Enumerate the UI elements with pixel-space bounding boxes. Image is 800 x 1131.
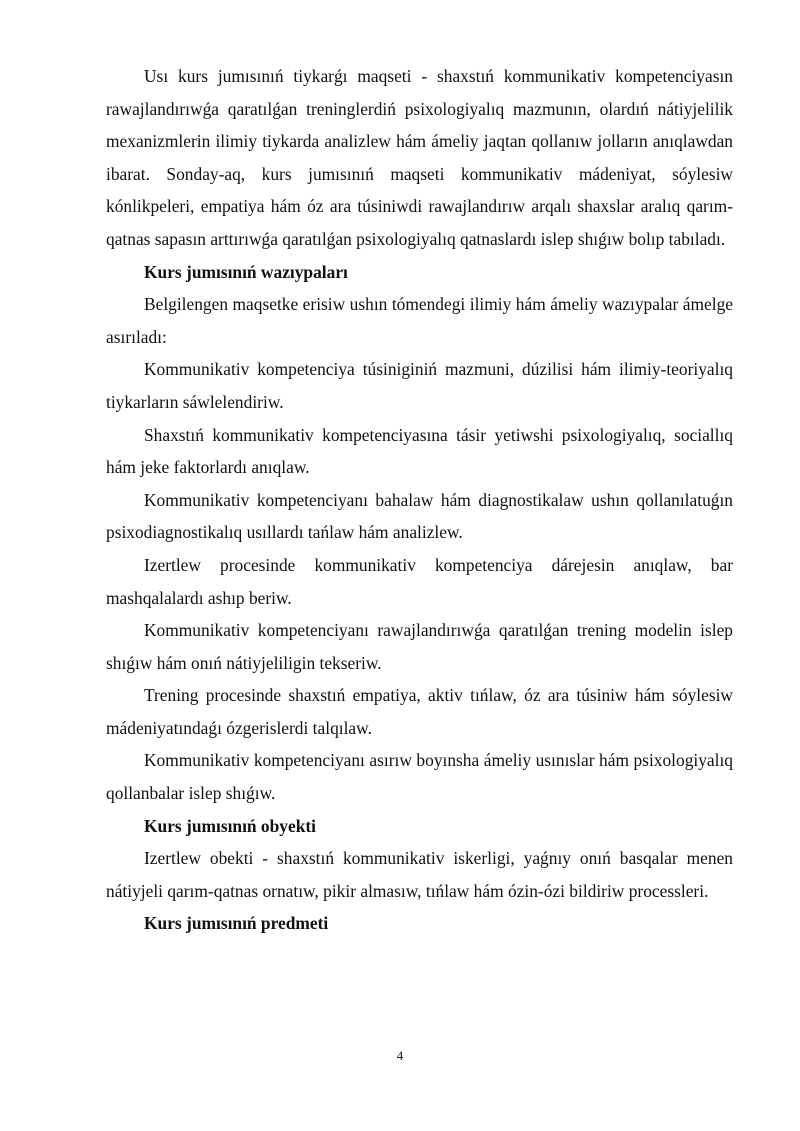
task-paragraph: Kommunikativ kompetenciyanı rawajlandırıwǵa qaratılǵan trening modelin islep shıǵıw hám onıń nátiyjeliligin tekseriw. bbox=[106, 620, 733, 673]
tasks-heading: Kurs jumısınıń wazıypaları bbox=[144, 261, 348, 282]
task-paragraph: Izertlew procesinde kommunikativ kompetenciya dárejesin anıqlaw, bar mashqalalardı ashıp beriw. bbox=[106, 554, 733, 608]
document-page bbox=[106, 60, 733, 940]
task-paragraph: Shaxstıń kommunikativ kompetenciyasına tásir yetiwshi psixologiyalıq, sociallıq hám jeke faktorlardı anıqlaw. bbox=[106, 424, 733, 478]
object-paragraph: Izertlew obekti - shaxstıń kommunikativ iskerligi, yaǵnıy onıń basqalar menen nátiyjeli qarım-qatnas ornatıw, pikir almasıw, tıńlaw hám ózin-ózi bildiriw processleri. bbox=[106, 848, 733, 901]
intro-paragraph: Usı kurs jumısınıń tiykarǵı maqseti - shaxstıń kommunikativ kompetenciyasın rawajlandırıwǵa qaratılǵan treninglerdiń psixologiyalıq mazmunın, olardıń nátiyjelilik mexanizmlerin ilimiy tiykarda analizlew hám ámeliy jaqtan qollanıw jolların anıqlawdan ibarat. Sonday-aq, kurs jumısınıń maqseti kommunikativ mádeniyat, sóylesiw kónlikpeleri, empatiya hám óz ara túsiniwdi rawajlandırıw arqalı shaxslar aralıq qarım-qatnas sapasın arttırıwǵa qaratılǵan psixologiyalıq qatnaslardı islep shıǵıw bolıp tabıladı. bbox=[106, 66, 733, 249]
task-paragraph: Trening procesinde shaxstıń empatiya, aktiv tıńlaw, óz ara túsiniw hám sóylesiw mádeniyatındaǵı ózgerislerdi talqılaw. bbox=[106, 685, 733, 738]
tasks-intro-paragraph: Belgilengen maqsetke erisiw ushın tómendegi ilimiy hám ámeliy wazıypalar ámelge asırıladı: bbox=[106, 294, 733, 347]
task-paragraph: Kommunikativ kompetenciyanı bahalaw hám diagnostikalaw ushın qollanılatuǵın psixodiagnostikalıq usıllardı tańlaw hám analizlew. bbox=[106, 489, 733, 543]
task-paragraph: Kommunikativ kompetenciyanı asırıw boyınsha ámeliy usınıslar hám psixologiyalıq qollanbalar islep shıǵıw. bbox=[106, 750, 733, 804]
subject-heading: Kurs jumısınıń predmeti bbox=[144, 913, 329, 934]
task-paragraph: Kommunikativ kompetenciya túsiniginiń mazmuni, dúzilisi hám ilimiy-teoriyalıq tiykarların sáwlelendiriw. bbox=[106, 359, 733, 412]
page-number: 4 bbox=[396, 1048, 404, 1063]
object-heading: Kurs jumısınıń obyekti bbox=[144, 815, 317, 836]
